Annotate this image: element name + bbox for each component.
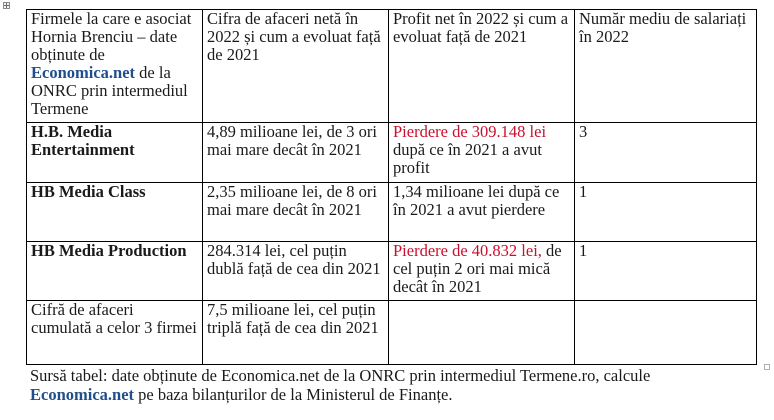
turnover-cell: 2,35 milioane lei, de 8 ori mai mare decât în 2021 <box>203 183 389 242</box>
company-financials-table <box>26 9 757 365</box>
economica-link[interactable]: Economica.net <box>31 63 136 82</box>
source-note <box>30 366 760 404</box>
table-row <box>27 123 757 183</box>
profit-cell: 1,34 milioane lei după ce în 2021 a avut pierdere <box>389 183 575 242</box>
loss-amount: Pierdere de 40.832 lei, <box>393 241 542 260</box>
source-note-line-1: Sursă tabel: date obținute de Economica.net de la ONRC prin intermediul Termene.ro, calcule <box>30 366 651 385</box>
table-total-row <box>27 301 757 365</box>
company-name-cell: HB Media Class <box>27 183 203 242</box>
company-name-cell: HB Media Production <box>27 242 203 301</box>
header-cell-profit: Profit net în 2022 și cum a evoluat față de 2021 <box>389 10 575 123</box>
employees-cell: 1 <box>575 242 757 301</box>
header-cell-turnover: Cifra de afaceri netă în 2022 și cum a evoluat față de 2021 <box>203 10 389 123</box>
table-header-row <box>27 10 757 123</box>
loss-amount: Pierdere de 309.148 lei <box>393 122 547 141</box>
table-row <box>27 242 757 301</box>
table-move-handle-icon[interactable] <box>3 2 10 9</box>
total-label-cell: Cifră de afaceri cumulată a celor 3 firmei <box>27 301 203 365</box>
turnover-cell: 7,5 milioane lei, cel puțin triplă față de cea din 2021 <box>203 301 389 365</box>
header-cell-companies: Firmele la care e asociat Hornia Brenciu – date obținute de Economica.net de la ONRC prin intermediul Termene <box>27 10 203 123</box>
profit-cell <box>389 301 575 365</box>
table-resize-handle-icon[interactable] <box>764 364 770 370</box>
turnover-cell: 284.314 lei, cel puțin dublă față de cea din 2021 <box>203 242 389 301</box>
company-name-cell: H.B. Media Entertainment <box>27 123 203 183</box>
source-note-line-2: Economica.net pe baza bilanțurilor de la Ministerul de Finanțe. <box>30 385 453 404</box>
employees-cell: 3 <box>575 123 757 183</box>
employees-cell <box>575 301 757 365</box>
profit-cell: Pierdere de 309.148 lei după ce în 2021 a avut profit <box>389 123 575 183</box>
employees-cell: 1 <box>575 183 757 242</box>
table-row <box>27 183 757 242</box>
profit-cell: Pierdere de 40.832 lei, de cel puțin 2 ori mai mică decât în 2021 <box>389 242 575 301</box>
economica-link[interactable]: Economica.net <box>30 385 135 404</box>
turnover-cell: 4,89 milioane lei, de 3 ori mai mare decât în 2021 <box>203 123 389 183</box>
header-cell-employees: Număr mediu de salariați în 2022 <box>575 10 757 123</box>
